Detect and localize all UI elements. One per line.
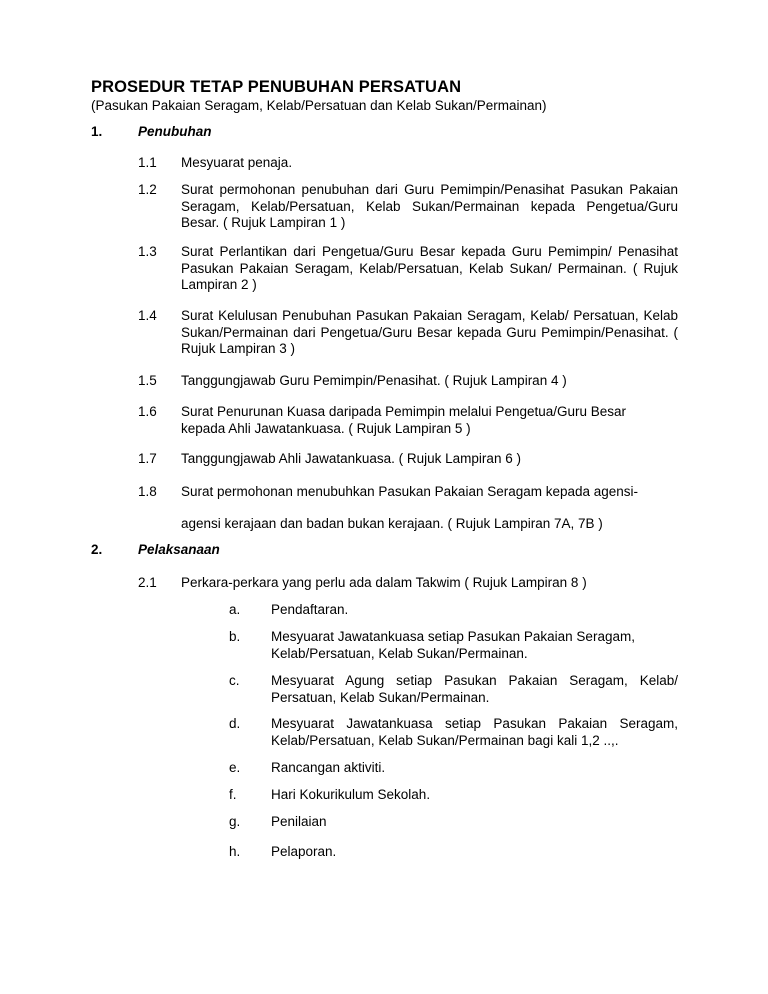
item-1-5-number: 1.5 <box>138 373 157 388</box>
item-1-4-text: Surat Kelulusan Penubuhan Pasukan Pakaian Seragam, Kelab/ Persatuan, Kelab Sukan/Permainan dari Pengetua/Guru Besar kepada Guru Pemimpin/Penasihat. ( Rujuk Lampiran 3 ) <box>181 308 678 356</box>
subitem-d-letter: d. <box>229 716 241 731</box>
section-2-title: Pelaksanaan <box>138 542 220 557</box>
item-2-1-text: Perkara-perkara yang perlu ada dalam Takwim ( Rujuk Lampiran 8 ) <box>181 575 587 590</box>
subitem-a-letter: a. <box>229 602 241 617</box>
section-2-number: 2. <box>91 542 103 557</box>
subitem-g-letter: g. <box>229 814 241 829</box>
item-1-8-number: 1.8 <box>138 484 157 499</box>
item-1-8-text: Surat permohonan menubuhkan Pasukan Pakaian Seragam kepada agensi- <box>181 484 639 499</box>
item-1-2-text: Surat permohonan penubuhan dari Guru Pemimpin/Penasihat Pasukan Pakaian Seragam, Kelab/Persatuan, Kelab Sukan/Permainan kepada Pengetua/Guru Besar. ( Rujuk Lampiran 1 ) <box>181 182 678 230</box>
subitem-g-text: Penilaian <box>271 814 327 829</box>
item-1-5-text: Tanggungjawab Guru Pemimpin/Penasihat. ( Rujuk Lampiran 4 ) <box>181 373 567 388</box>
subitem-e-letter: e. <box>229 760 241 775</box>
subitem-b-text: Mesyuarat Jawatankuasa setiap Pasukan Pakaian Seragam, Kelab/Persatuan, Kelab Sukan/Permainan. <box>271 629 635 661</box>
item-1-1-number: 1.1 <box>138 155 157 170</box>
item-1-4-number: 1.4 <box>138 308 157 323</box>
document-subtitle: (Pasukan Pakaian Seragam, Kelab/Persatuan dan Kelab Sukan/Permainan) <box>91 98 547 113</box>
subitem-d-text: Mesyuarat Jawatankuasa setiap Pasukan Pakaian Seragam, Kelab/Persatuan, Kelab Sukan/Permainan bagi kali 1,2 ..,. <box>271 716 678 748</box>
item-1-3-number: 1.3 <box>138 244 157 259</box>
subitem-c-text: Mesyuarat Agung setiap Pasukan Pakaian Seragam, Kelab/ Persatuan, Kelab Sukan/Permainan. <box>271 673 678 705</box>
subitem-e-text: Rancangan aktiviti. <box>271 760 386 775</box>
subitem-h-text: Pelaporan. <box>271 844 337 859</box>
item-1-8-continuation: agensi kerajaan dan badan bukan kerajaan. ( Rujuk Lampiran 7A, 7B ) <box>181 516 603 531</box>
item-1-7-text: Tanggungjawab Ahli Jawatankuasa. ( Rujuk Lampiran 6 ) <box>181 451 521 466</box>
subitem-f-text: Hari Kokurikulum Sekolah. <box>271 787 431 802</box>
item-1-6-text: Surat Penurunan Kuasa daripada Pemimpin melalui Pengetua/Guru Besar kepada Ahli Jawatankuasa. ( Rujuk Lampiran 5 ) <box>181 404 627 436</box>
subitem-c-letter: c. <box>229 673 240 688</box>
item-1-3-text: Surat Perlantikan dari Pengetua/Guru Besar kepada Guru Pemimpin/ Penasihat Pasukan Pakaian Seragam, Kelab/Persatuan, Kelab Sukan/ Permainan. ( Rujuk Lampiran 2 ) <box>181 244 678 292</box>
subitem-b-letter: b. <box>229 629 241 644</box>
item-1-1-text: Mesyuarat penaja. <box>181 155 293 170</box>
item-1-7-number: 1.7 <box>138 451 157 466</box>
subitem-a-text: Pendaftaran. <box>271 602 349 617</box>
subitem-f-letter: f. <box>229 787 237 802</box>
item-2-1-number: 2.1 <box>138 575 157 590</box>
item-1-6-number: 1.6 <box>138 404 157 419</box>
section-1-number: 1. <box>91 124 103 139</box>
item-1-2-number: 1.2 <box>138 182 157 197</box>
subitem-h-letter: h. <box>229 844 241 859</box>
section-1-title: Penubuhan <box>138 124 212 139</box>
document-title: PROSEDUR TETAP PENUBUHAN PERSATUAN <box>91 78 462 96</box>
